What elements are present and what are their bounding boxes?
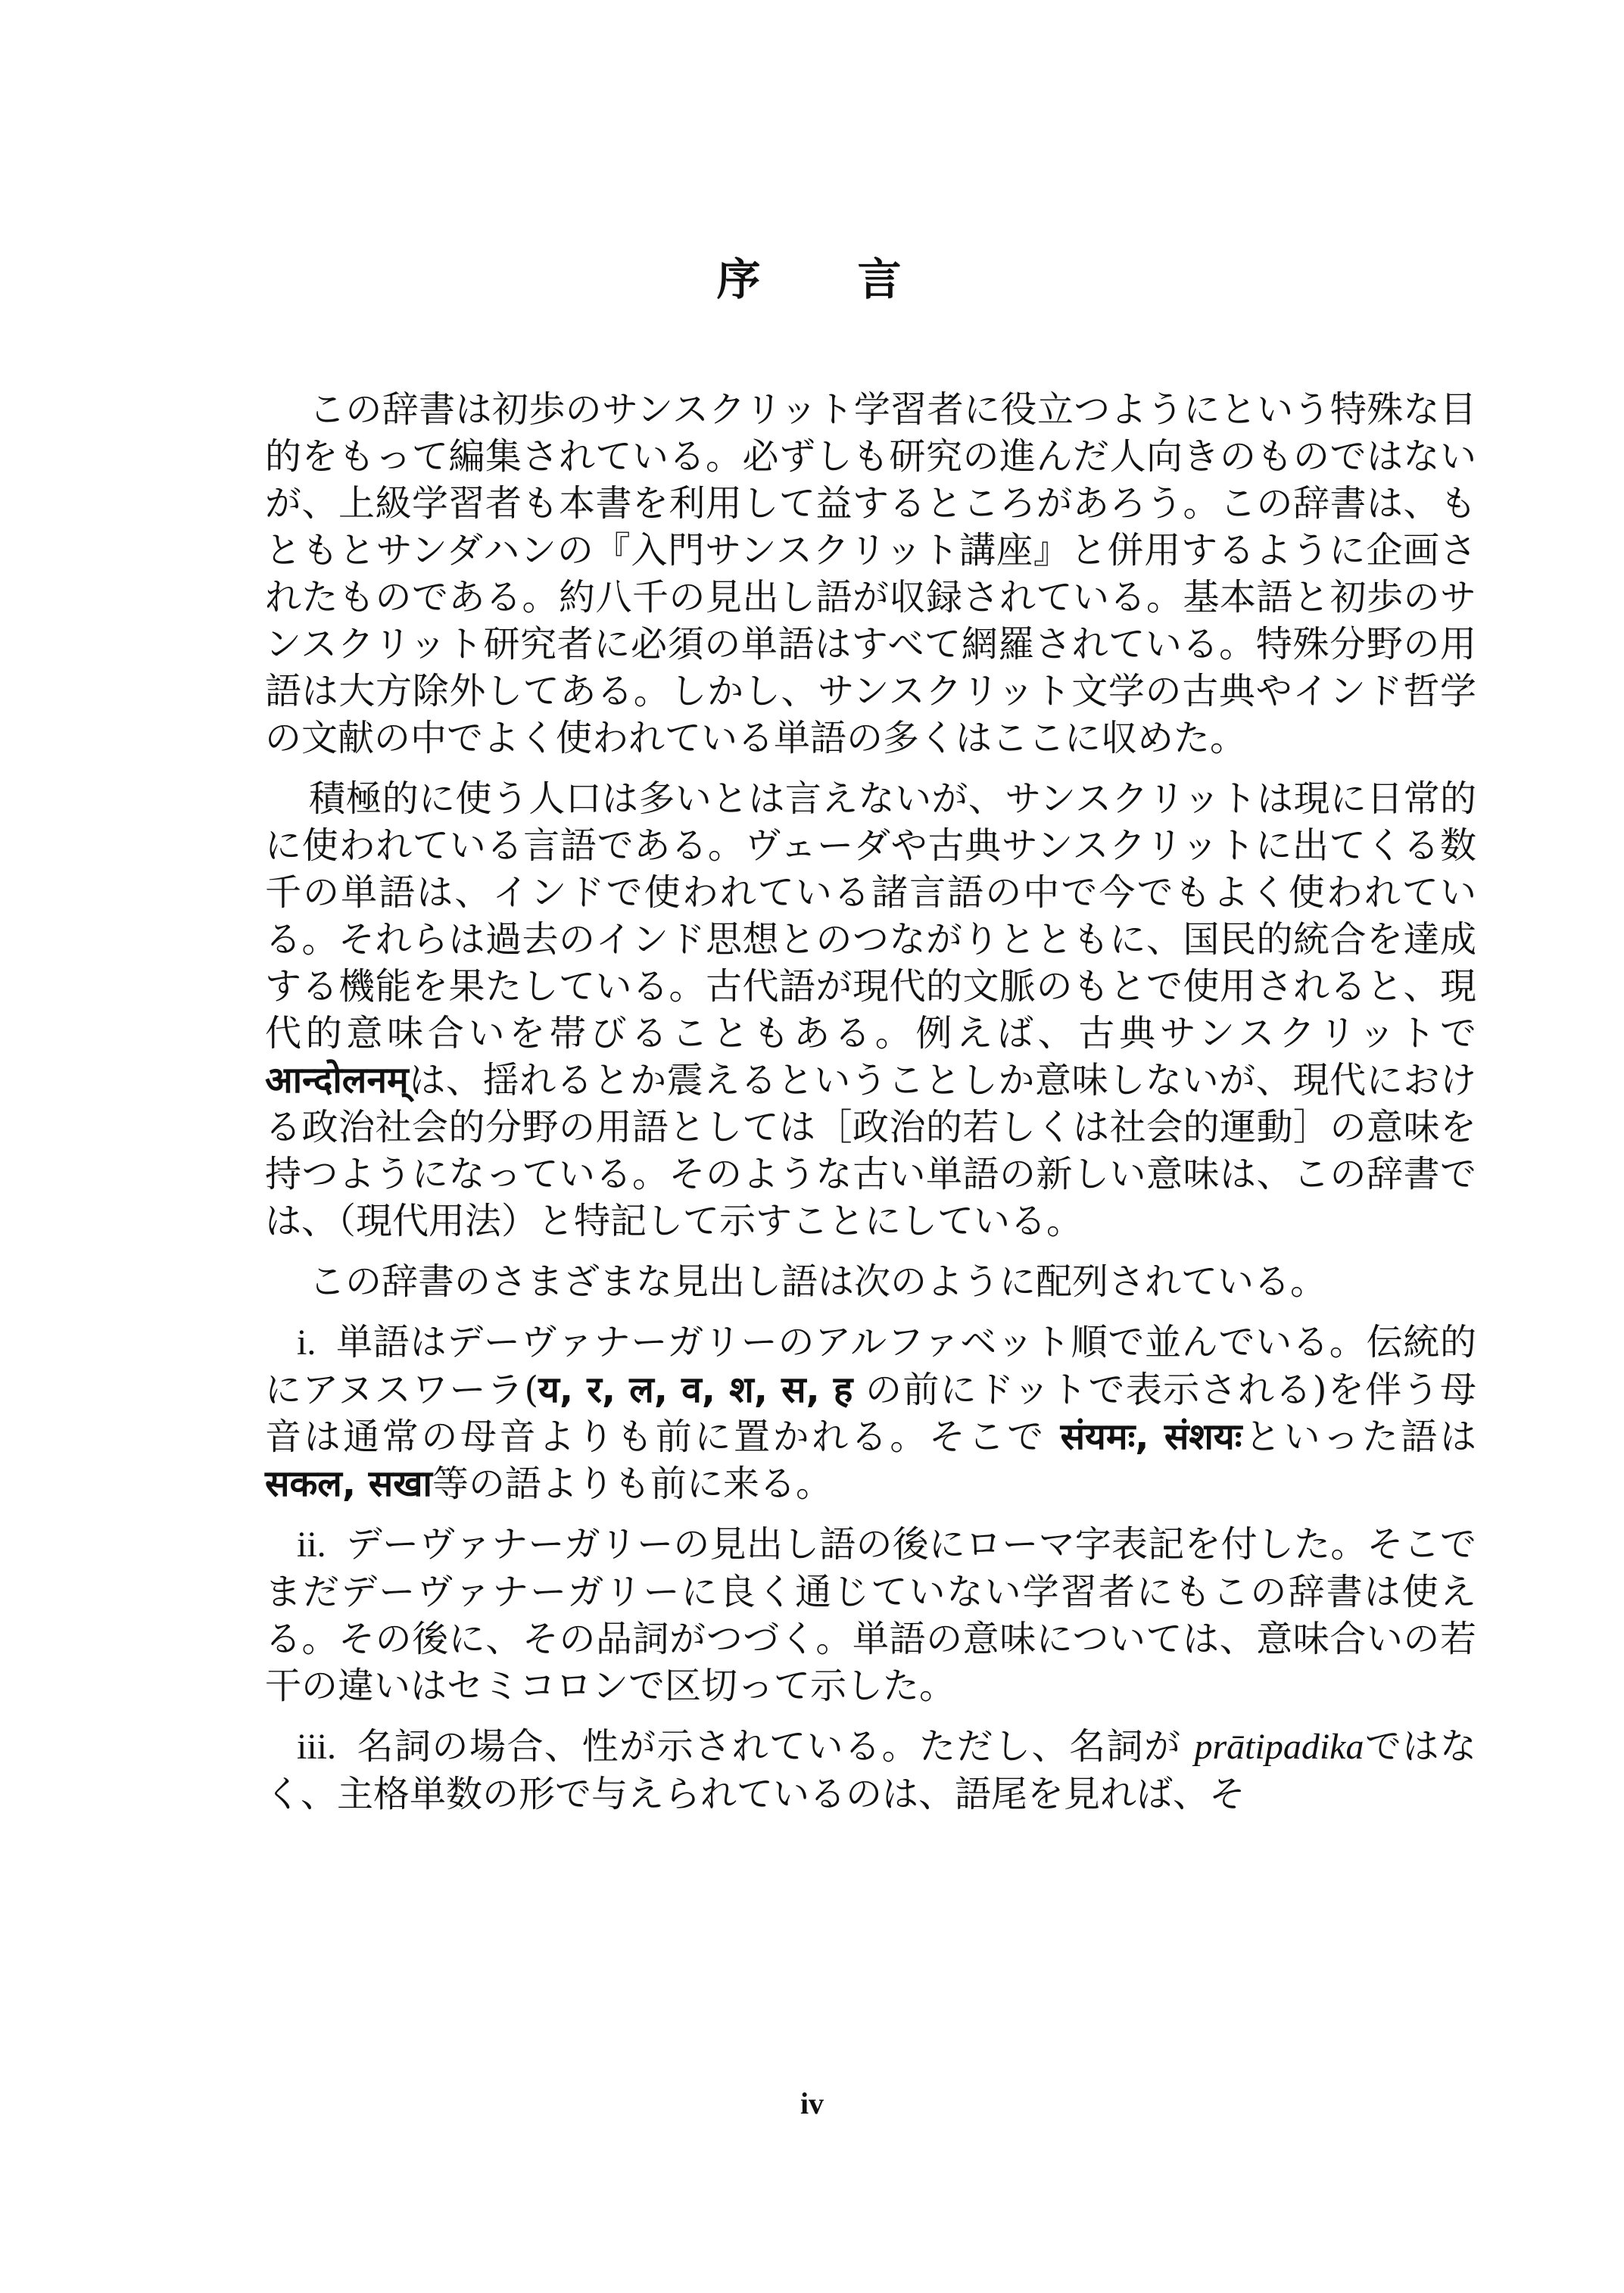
list-item-ii bbox=[265, 1521, 1476, 1709]
list-item-i bbox=[265, 1319, 1476, 1507]
list-item-i-text-d: 等の語よりも前に来る。 bbox=[432, 1463, 832, 1505]
list-item-i-text-b: の前にドットで表示される)を伴う母音は通常の母音よりも前に置かれる。そこで bbox=[265, 1369, 1476, 1458]
list-item-iii-number: iii. bbox=[297, 1727, 337, 1767]
list-item-i-number: i. bbox=[297, 1323, 316, 1363]
list-item-iii-text-b: ではなく、主格単数の形で与えられているのは、語尾を見れば、そ bbox=[265, 1725, 1476, 1815]
paragraph-3: この辞書のさまざまな見出し語は次のように配列されている。 bbox=[309, 1260, 1327, 1303]
paragraph-1: この辞書は初歩のサンスクリット学習者に役立つようにという特殊な目的をもって編集されている。必ずしも研究の進んだ人向きのものではないが、上級学習者も本書を利用して益するところがあろう。この辞書は、もともとサンダハンの『入門サンスクリット講座』と併用するように企画されたものである。約八千の見出し語が収録されている。基本語と初歩のサンスクリット研究者に必須の単語はすべて網羅されている。特殊分野の用語は大方除外してある。しかし、サンスクリット文学の古典やインド哲学の文献の中でよく使われている単語の多くはここに収めた。 bbox=[265, 388, 1476, 759]
paragraph-2-text-b: は、揺れるとか震えるということしか意味しないが、現代における政治社会的分野の用語としては［政治的若しくは社会的運動］の意味を持つようになっている。そのような古い単語の新しい意味は、この辞書では、（現代用法）と特記して示すことにしている。 bbox=[265, 1059, 1476, 1242]
list-item-ii-number: ii. bbox=[297, 1525, 326, 1565]
title-char-1: 序 bbox=[716, 254, 767, 305]
devanagari-example-words-2: सकल, सखा bbox=[265, 1463, 432, 1505]
list-item-iii-text-a: 名詞の場合、性が示されている。ただし、名詞が bbox=[356, 1725, 1195, 1768]
page-number: iv bbox=[800, 2086, 824, 2120]
title-char-2: 言 bbox=[857, 254, 908, 305]
list-item-i-text-c: といった語は bbox=[1242, 1416, 1476, 1458]
list-item-ii-text: デーヴァナーガリーの見出し語の後にローマ字表記を付した。そこでまだデーヴァナーガリーに良く通じていない学習者にもこの辞書は使える。その後に、その品詞がつづく。単語の意味については、意味合いの若干の違いはセミコロンで区切って示した。 bbox=[265, 1523, 1476, 1707]
devanagari-consonants: य, र, ल, व, श, स, ह bbox=[538, 1369, 853, 1411]
list-item-i-text-a: 単語はデーヴァナーガリーのアルファベット順で並んでいる。伝統的にアヌスワーラ( bbox=[265, 1321, 1476, 1411]
devanagari-word-andolanam: आन्दोलनम् bbox=[265, 1059, 409, 1101]
paragraph-2 bbox=[265, 775, 1476, 1245]
paragraph-2-text-a: 積極的に使う人口は多いとは言えないが、サンスクリットは現に日常的に使われている言語である。ヴェーダや古典サンスクリットに出てくる数千の単語は、インドで使われている諸言語の中で今でもよく使われている。それらは過去のインド思想とのつながりとともに、国民的統合を達成する機能を果たしている。古代語が現代的文脈のもとで使用されると、現代的意味合いを帯びることもある。例えば、古典サンスクリットで bbox=[265, 777, 1476, 1055]
list-item-iii bbox=[265, 1723, 1476, 1818]
page-title bbox=[0, 254, 1624, 305]
term-pratipadika: prātipadika bbox=[1194, 1727, 1364, 1767]
preface-body bbox=[265, 386, 1476, 1831]
devanagari-example-words-1: संयमः, संशयः bbox=[1060, 1416, 1242, 1458]
